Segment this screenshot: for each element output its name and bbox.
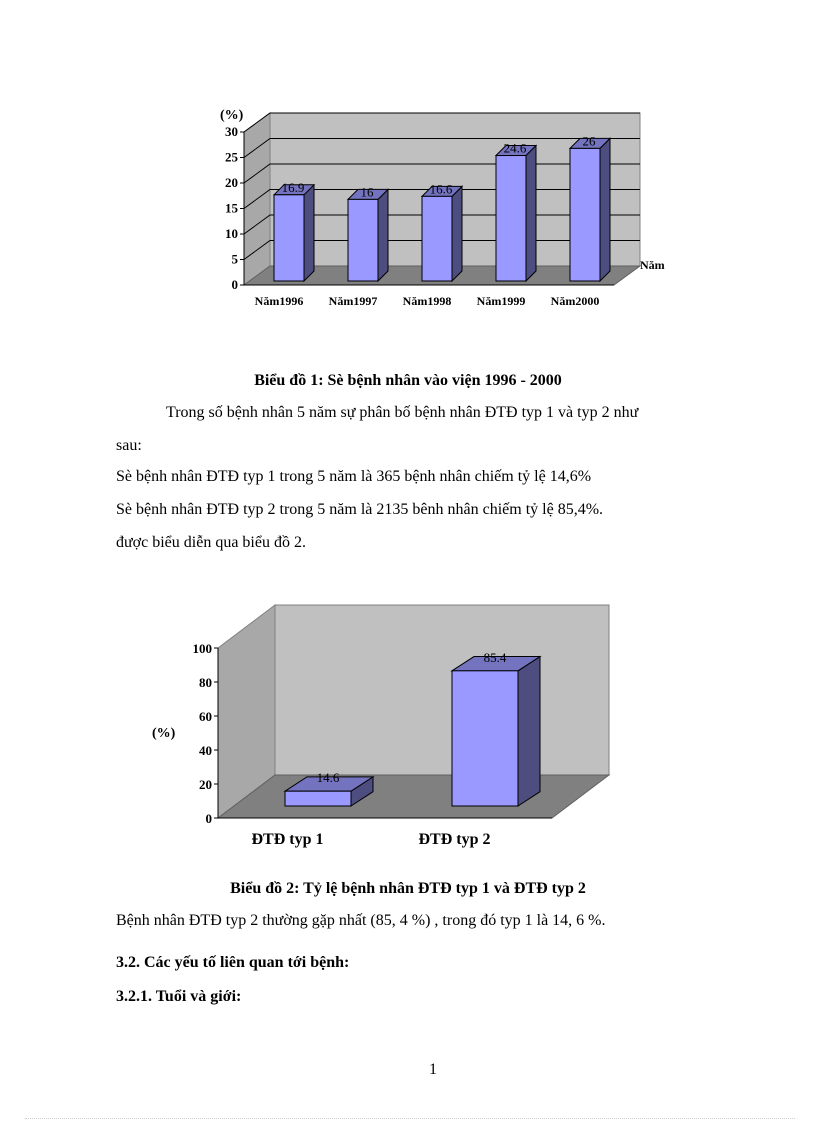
y-tick-label: 100	[192, 641, 212, 656]
y-tick-label: 40	[199, 743, 212, 758]
y-tick-label: 0	[205, 811, 212, 826]
bar-side	[304, 185, 314, 281]
y-tick-label: 80	[199, 675, 212, 690]
bar	[348, 199, 378, 281]
paragraph-typ2-count: Sè bệnh nhân ĐTĐ typ 2 trong 5 năm là 2135 bênh nhân chiếm tỷ lệ 85,4%.	[116, 501, 604, 518]
x-tick-label: Năm1996	[254, 294, 304, 308]
y-tick-label: 0	[231, 277, 238, 292]
y-tick-label: 60	[199, 709, 212, 724]
paragraph-intro-line1: Trong số bệnh nhân 5 năm sự phân bố bệnh nhân ĐTĐ typ 1 và typ 2 như	[166, 404, 639, 421]
paragraph-chart2-ref: được biểu diễn qua biểu đồ 2.	[116, 534, 306, 551]
bar-side	[452, 186, 462, 281]
page-number: 1	[429, 1061, 437, 1078]
y-axis-title: (%)	[152, 726, 176, 741]
y-tick-label: 20	[225, 175, 238, 190]
y-tick-label: 30	[225, 124, 238, 139]
paragraph-typ1-count: Sè bệnh nhân ĐTĐ typ 1 trong 5 năm là 365 bệnh nhân chiếm tỷ lệ 14,6%	[116, 468, 592, 485]
bar-side	[378, 189, 388, 281]
bar	[422, 196, 452, 281]
bar-side	[526, 146, 536, 281]
x-tick-label: Năm1998	[402, 294, 452, 308]
data-label: 16.6	[429, 181, 453, 197]
heading-3-2-1: 3.2.1. Tuổi và giới:	[116, 988, 242, 1005]
data-label: 16.9	[281, 179, 305, 195]
chart-1	[0, 100, 816, 320]
data-label: 24.6	[503, 140, 527, 156]
y-tick-label: 10	[225, 226, 238, 241]
paragraph-summary: Bệnh nhân ĐTĐ typ 2 thường gặp nhất (85, 4 %) , trong đó typ 1 là 14, 6 %.	[116, 912, 606, 929]
y-tick-label: 25	[225, 149, 238, 165]
footer-divider	[25, 1118, 795, 1119]
y-tick-label: 20	[199, 777, 212, 792]
bar	[452, 671, 518, 806]
y-tick-label: 5	[231, 251, 238, 267]
x-tick-label: Năm1999	[476, 294, 526, 308]
heading-3-2: 3.2. Các yếu tố liên quan tới bệnh:	[116, 954, 350, 971]
data-label: 26	[582, 133, 596, 149]
chart-2-caption: Biểu đồ 2: Tỷ lệ bệnh nhân ĐTĐ typ 1 và ĐTĐ typ 2	[230, 880, 586, 897]
x-axis-title: Năm	[640, 258, 665, 272]
bar-side	[518, 657, 540, 806]
y-axis-title: (%)	[220, 108, 244, 123]
x-tick-label: ĐTĐ typ 2	[418, 831, 491, 848]
bar	[570, 148, 600, 281]
x-tick-label: Năm1997	[328, 294, 378, 308]
bar-side	[600, 138, 610, 281]
chart-2	[0, 600, 816, 860]
paragraph-intro-line2: sau:	[116, 437, 142, 454]
chart-1-caption: Biểu đồ 1: Sè bệnh nhân vào viện 1996 - 2000	[254, 372, 562, 389]
bar	[274, 195, 304, 281]
data-label: 85.4	[483, 649, 507, 665]
back-wall	[275, 605, 609, 775]
bar	[285, 791, 351, 806]
floor	[218, 775, 609, 818]
x-tick-label: Năm2000	[550, 294, 600, 308]
data-label: 16	[360, 184, 374, 200]
y-tick-label: 15	[225, 200, 238, 216]
data-label: 14.6	[316, 770, 340, 786]
bar	[496, 156, 526, 281]
x-tick-label: ĐTĐ typ 1	[251, 831, 324, 848]
